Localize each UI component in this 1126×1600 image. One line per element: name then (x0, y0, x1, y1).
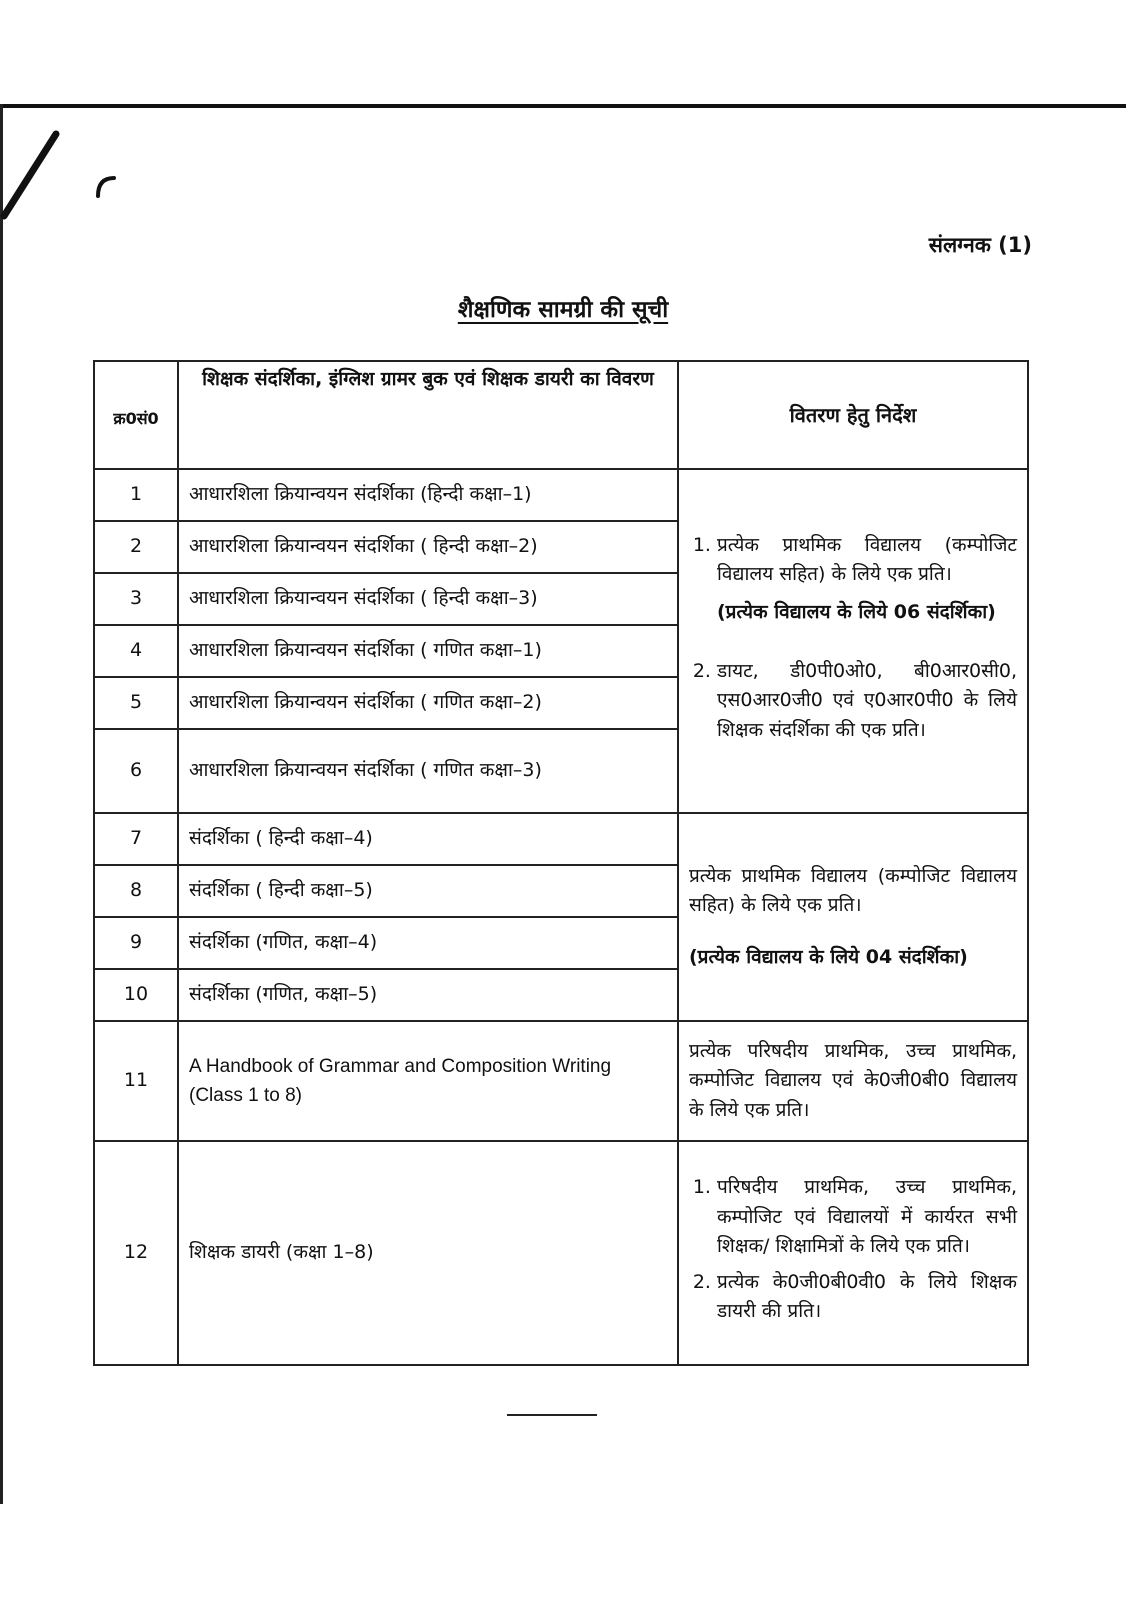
page-top-border (0, 104, 1126, 108)
serial-no: 10 (94, 969, 178, 1021)
material-description: आधारशिला क्रियान्वयन संदर्शिका ( गणित कक्षा–1) (178, 625, 678, 677)
instruction-text: प्रत्येक प्राथमिक विद्यालय (कम्पोजिट विद्यालय सहित) के लिये एक प्रति। (689, 864, 1017, 917)
material-description: आधारशिला क्रियान्वयन संदर्शिका ( गणित कक्षा–2) (178, 677, 678, 729)
document-title-text: शैक्षणिक सामग्री की सूची (457, 297, 669, 323)
pen-tick-mark (0, 130, 70, 220)
annexure-label: संलग्नक (1) (928, 233, 1032, 257)
instruction-text: 1. परिषदीय प्राथमिक, उच्च प्राथमिक, कम्पोजिट एवं विद्यालयों में कार्यरत सभी शिक्षक/ शिक्षामित्रों के लिये एक प्रति। (717, 1176, 1017, 1258)
material-description: आधारशिला क्रियान्वयन संदर्शिका ( हिन्दी कक्षा–2) (178, 521, 678, 573)
instruction-item (717, 531, 1017, 627)
instructions-group-7-10 (678, 813, 1028, 1021)
instructions-list (689, 1173, 1017, 1326)
material-description: संदर्शिका ( हिन्दी कक्षा–4) (178, 813, 678, 865)
material-description: आधारशिला क्रियान्वयन संदर्शिका ( गणित कक्षा–3) (178, 729, 678, 813)
instruction-text: 1. प्रत्येक प्राथमिक विद्यालय (कम्पोजिट विद्यालय सहित) के लिये एक प्रति। (717, 533, 1017, 586)
material-description: A Handbook of Grammar and Composition Writing (Class 1 to 8) (178, 1021, 678, 1141)
table-row (94, 1141, 1028, 1365)
serial-no: 9 (94, 917, 178, 969)
serial-no: 5 (94, 677, 178, 729)
instruction-item (717, 1268, 1017, 1327)
material-description: शिक्षक डायरी (कक्षा 1–8) (178, 1141, 678, 1365)
instruction-item (717, 657, 1017, 745)
serial-no: 12 (94, 1141, 178, 1365)
material-description: संदर्शिका ( हिन्दी कक्षा–5) (178, 865, 678, 917)
material-description: आधारशिला क्रियान्वयन संदर्शिका (हिन्दी कक्षा–1) (178, 469, 678, 521)
material-description: आधारशिला क्रियान्वयन संदर्शिका ( हिन्दी कक्षा–3) (178, 573, 678, 625)
serial-no: 11 (94, 1021, 178, 1141)
material-description: संदर्शिका (गणित, कक्षा–4) (178, 917, 678, 969)
header-instructions: वितरण हेतु निर्देश (678, 361, 1028, 469)
serial-no: 4 (94, 625, 178, 677)
instructions-list (689, 531, 1017, 746)
table-header-row (94, 361, 1028, 469)
header-serial-no: क्र0सं0 (94, 361, 178, 469)
table-row (94, 813, 1028, 865)
pen-corner-mark (92, 172, 122, 202)
serial-no: 8 (94, 865, 178, 917)
end-of-document-line (507, 1414, 597, 1416)
serial-no: 2 (94, 521, 178, 573)
table-row (94, 1021, 1028, 1141)
document-title (0, 292, 1126, 324)
instruction-note: (प्रत्येक विद्यालय के लिये 04 संदर्शिका) (689, 945, 968, 968)
serial-no: 7 (94, 813, 178, 865)
instruction-text: प्रत्येक परिषदीय प्राथमिक, उच्च प्राथमिक, कम्पोजिट विद्यालय एवं के0जी0बी0 विद्यालय के लिये एक प्रति। (689, 1039, 1017, 1121)
instruction-note: (प्रत्येक विद्यालय के लिये 06 संदर्शिका) (717, 600, 996, 623)
instruction-item (717, 1173, 1017, 1261)
instruction-text: 2. डायट, डी0पी0ओ0, बी0आर0सी0, एस0आर0जी0 एवं ए0आर0पी0 के लिये शिक्षक संदर्शिका की एक प्रति। (717, 660, 1017, 741)
instructions-row-11 (678, 1021, 1028, 1141)
instructions-group-1-6 (678, 469, 1028, 813)
table-row (94, 469, 1028, 521)
materials-table (93, 360, 1029, 1366)
material-description: संदर्शिका (गणित, कक्षा–5) (178, 969, 678, 1021)
instruction-text: 2. प्रत्येक के0जी0बी0वी0 के लिये शिक्षक डायरी की प्रति। (717, 1270, 1017, 1323)
serial-no: 3 (94, 573, 178, 625)
instructions-row-12 (678, 1141, 1028, 1365)
header-description: शिक्षक संदर्शिका, इंग्लिश ग्रामर बुक एवं शिक्षक डायरी का विवरण (178, 361, 678, 469)
serial-no: 6 (94, 729, 178, 813)
serial-no: 1 (94, 469, 178, 521)
